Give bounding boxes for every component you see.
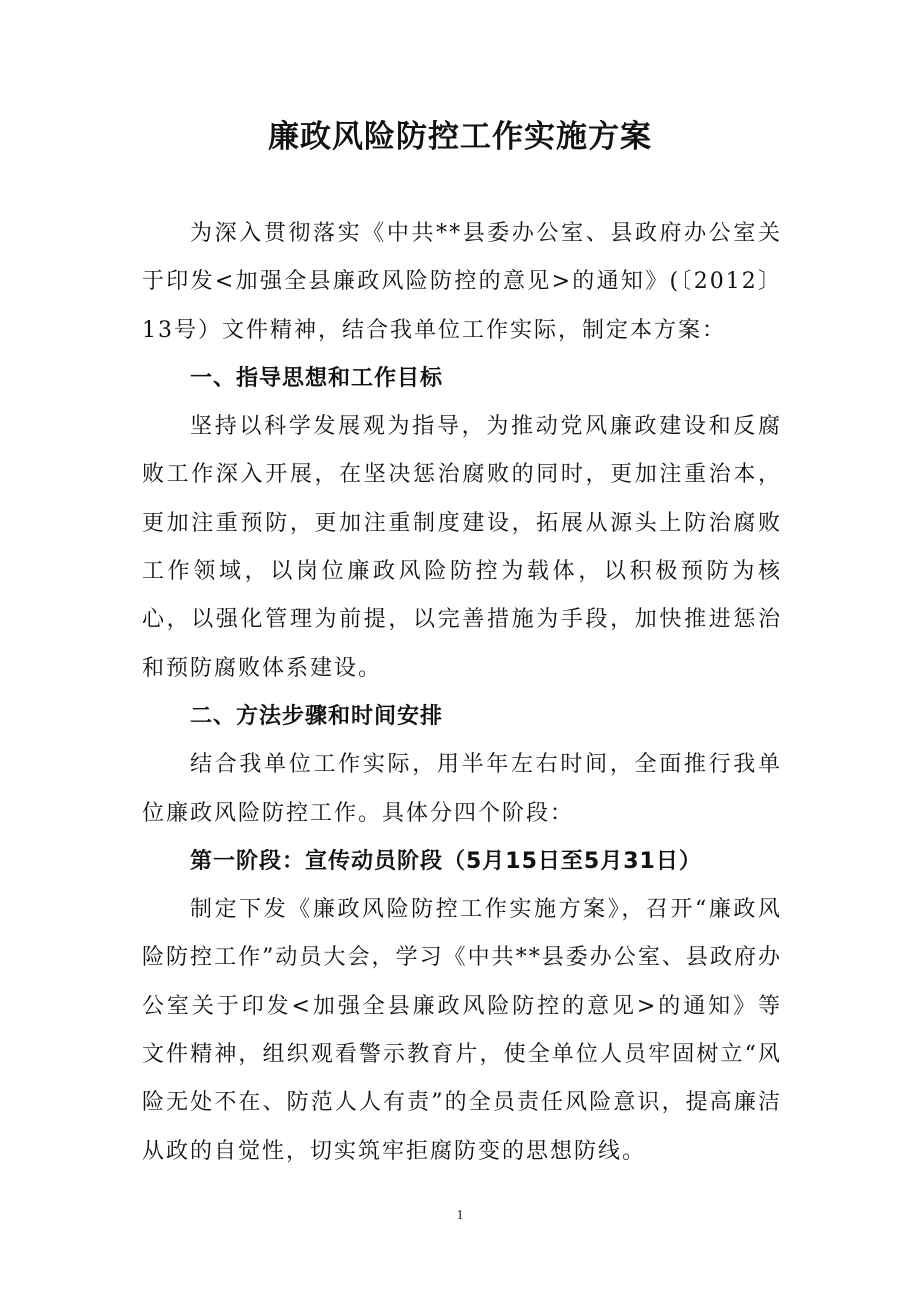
document-body [142,210,782,1176]
page-number: 1 [456,1208,464,1223]
stage-1-heading: 第一阶段：宣传动员阶段（5月15日至5月31日） [190,848,702,874]
section-1-paragraph: 坚持以科学发展观为指导，为推动党风廉政建设和反腐败工作深入开展，在坚决惩治腐败的同时，更加注重治本，更加注重预防，更加注重制度建设，拓展从源头上防治腐败工作领域，以岗位廉政风险防控为载体，以积极预防为核心，以强化管理为前提，以完善措施为手段，加快推进惩治和预防腐败体系建设。 [142,414,782,681]
section-2-heading: 二、方法步骤和时间安排 [190,703,444,729]
intro-paragraph: 为深入贯彻落实《中共**县委办公室、县政府办公室关于印发<加强全县廉政风险防控的意见>的通知》(〔2012〕13号）文件精神，结合我单位工作实际，制定本方案： [142,221,782,343]
section-2-paragraph: 结合我单位工作实际，用半年左右时间，全面推行我单位廉政风险防控工作。具体分四个阶段： [142,752,782,826]
stage-1-paragraph: 制定下发《廉政风险防控工作实施方案》，召开“廉政风险防控工作”动员大会，学习《中共**县委办公室、县政府办公室关于印发<加强全县廉政风险防控的意见>的通知》等文件精神，组织观看警示教育片，使全单位人员牢固树立“风险无处不在、防范人人有责”的全员责任风险意识，提高廉洁从政的自觉性，切实筑牢拒腐防变的思想防线。 [142,897,782,1164]
section-1-heading: 一、指导思想和工作目标 [190,365,444,391]
document-title: 廉政风险防控工作实施方案 [268,119,652,155]
